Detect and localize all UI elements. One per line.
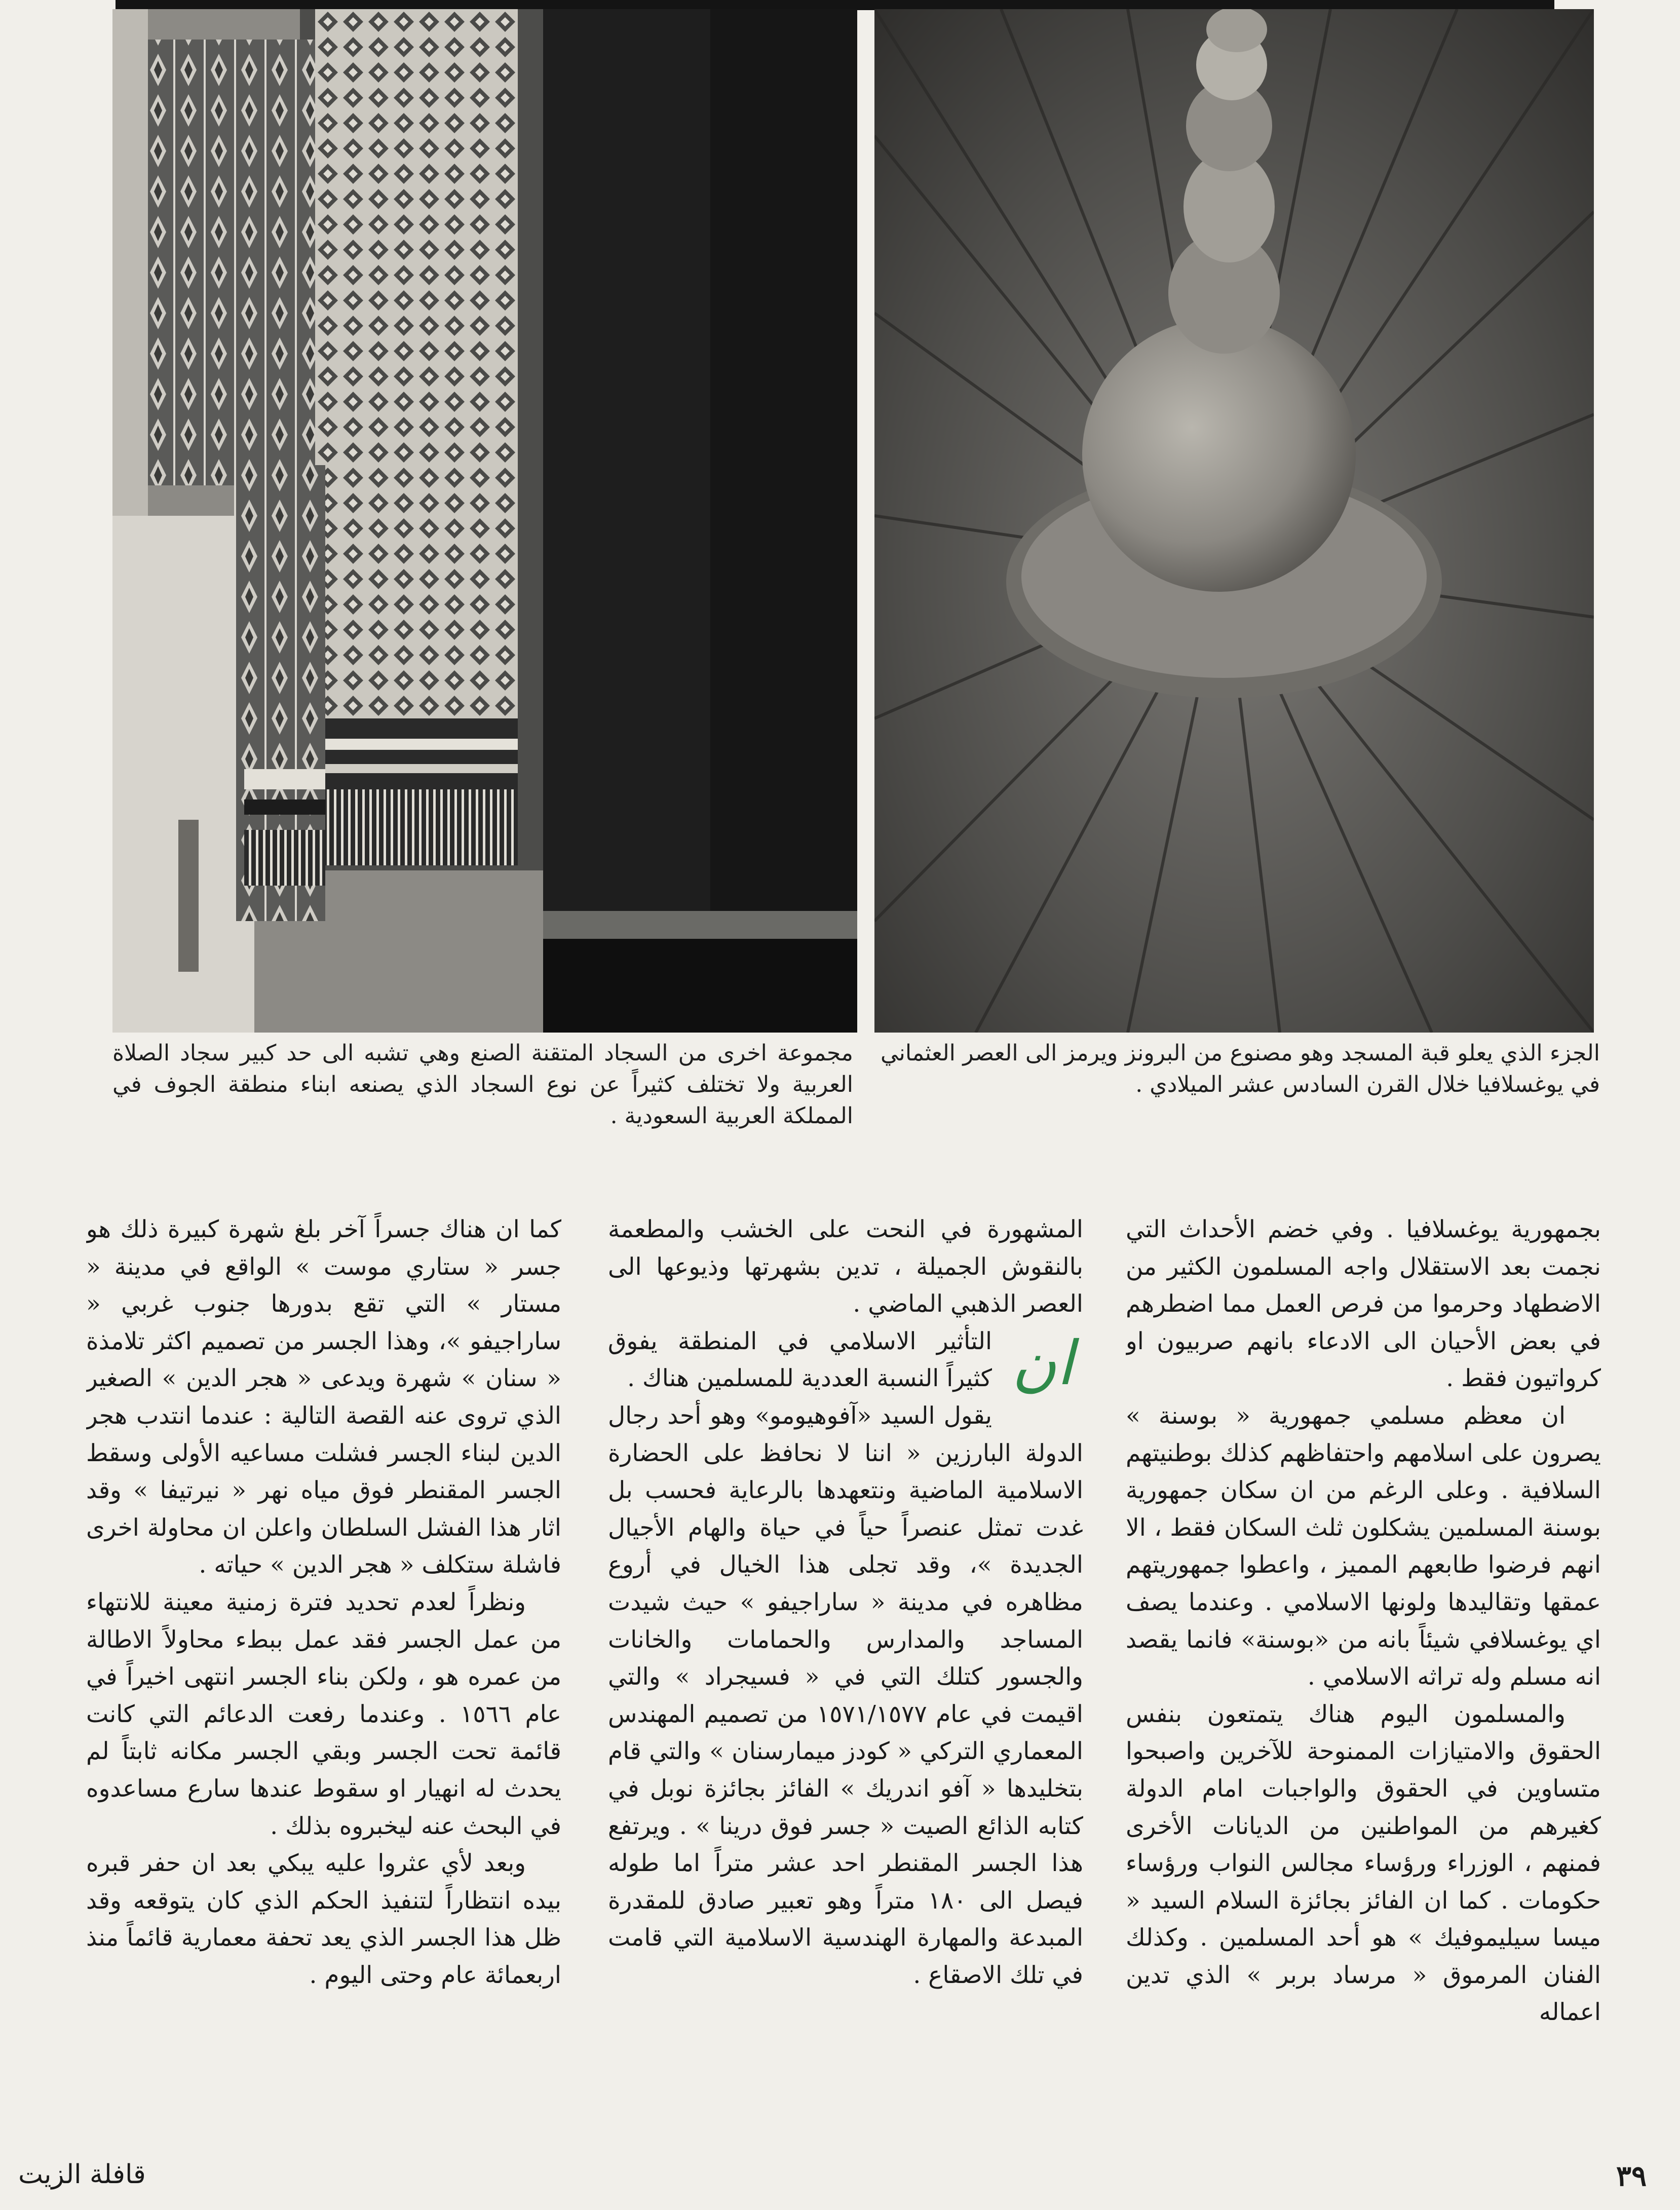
page-number: ٣٩	[1616, 2159, 1647, 2193]
paragraph: ونظراً لعدم تحديد فترة زمنية معينة للانتهاء من عمل الجسر فقد عمل ببطء محاولاً الاطالة من عمره هو ، ولكن بناء الجسر انتهى اخيراً في عام ١٥٦٦ . وعندما رفعت الدعائم التي كانت قائمة تحت الجسر وبقي الجسر مكانه ثابتاً لم يحدث له انهيار او سقوط عندها سارع مساعدوه في البحث عنه ليخبروه بذلك .	[86, 1588, 561, 1840]
paragraph: المشهورة في النحت على الخشب والمطعمة بالنقوش الجميلة ، تدين بشهرتها وذيوعها الى العصر الذهبي الماضي .	[608, 1215, 1083, 1318]
paragraph: بجمهورية يوغسلافيا . وفي خضم الأحداث التي نجمت بعد الاستقلال واجه المسلمون الكثير من الاضطهاد وحرموا من فرص العمل مما اضطرهم في بعض الأحيان الى الادعاء بانهم صربيون او كرواتيون فقط .	[1126, 1215, 1601, 1393]
decorative-initial-letter: ان	[1012, 1328, 1074, 1399]
paragraph-lead: التأثير الاسلامي في المنطقة يفوق كثيراً النسبة العددية للمسلمين هناك .	[608, 1327, 992, 1393]
photo-caption-carpets: مجموعة اخرى من السجاد المتقنة الصنع وهي تشبه الى حد كبير سجاد الصلاة العربية ولا تختلف كثيراً عن نوع السجاد الذي يصنعه ابناء منطقة الجوف في المملكة العربية السعودية .	[112, 1040, 853, 1129]
top-border-band	[116, 0, 1554, 10]
paragraph: كما ان هناك جسراً آخر بلغ شهرة كبيرة ذلك هو جسر « ستاري موست » الواقع في مدينة « مستار » التي تقع بدورها جنوب غربي « ساراجيفو »، وهذا الجسر من تصميم اكثر تلامذة « سنان » شهرة ويدعى « هجر الدين » الصغير الذي تروى عنه القصة التالية : عندما انتدب هجر الدين لبناء الجسر فشلت مساعيه الأولى وسقط الجسر المقنطر فوق مياه نهر « نيرتيفا » وقد اثار هذا الفشل السلطان واعلن ان محاولة اخرى فاشلة ستكلف « هجر الدين » حياته .	[86, 1215, 561, 1579]
text-column-right	[1126, 1211, 1601, 2032]
paragraph: يقول السيد «آفوهيومو» وهو أحد رجال الدولة البارزين « اننا لا نحافظ على الحضارة الاسلامية الماضية ونتعهدها بالرعاية فحسب بل غدت تمثل عنصراً حياً في حياة والهام الأجيال الجديدة »، وقد تجلى هذا الخيال في أروع مظاهره في مدينة « ساراجيفو » حيث شيدت المساجد والمدارس والحمامات والخانات والجسور كتلك التي في « فسيجراد » والتي اقيمت في عام ١٥٧١/١٥٧٧ من تصميم المهندس المعماري التركي « كودز ميمارسنان » والتي قام بتخليدها « آفو اندريك » الفائز بجائزة نوبل في كتابه الذائع الصيت « جسر فوق درينا » . ويرتفع هذا الجسر المقنطر احد عشر متراً اما طوله فيصل الى ١٨٠ متراً وهو تعبير صادق للمقدرة المبدعة والمهارة الهندسية الاسلامية التي قامت في تلك الاصقاع .	[608, 1401, 1083, 1989]
photo-carpets	[112, 9, 857, 1033]
paragraph: ان معظم مسلمي جمهورية « بوسنة » يصرون على اسلامهم واحتفاظهم كذلك بوطنيتهم السلافية . وعلى الرغم من ان سكان جمهورية بوسنة المسلمين يشكلون ثلث السكان فقط ، الا انهم فرضوا طابعهم المميز ، واعطوا جمهوريتهم عمقها وتقاليدها ولونها الاسلامي . وعندما يصف اي يوغسلافي شيئاً بانه من «بوسنة» فانما يقصد انه مسلم وله تراثه الاسلامي .	[1126, 1401, 1601, 1691]
photo-dome-finial	[874, 9, 1594, 1033]
text-column-middle	[608, 1211, 1083, 2032]
paragraph: وبعد لأي عثروا عليه يبكي بعد ان حفر قبره بيده انتظاراً لتنفيذ الحكم الذي كان يتوقعه وقد ظل هذا الجسر الذي يعد تحفة معمارية قائماً منذ اربعمائة عام وحتى اليوم .	[86, 1849, 561, 1989]
text-column-left	[86, 1211, 561, 2032]
photo-caption-dome: الجزء الذي يعلو قبة المسجد وهو مصنوع من البرونز ويرمز الى العصر العثماني في يوغسلافيا خلال القرن السادس عشر الميلادي .	[881, 1040, 1600, 1097]
magazine-name: قافلة الزيت	[18, 2159, 146, 2190]
paragraph: والمسلمون اليوم هناك يتمتعون بنفس الحقوق والامتيازات الممنوحة للآخرين واصبحوا متساوين في الحقوق والواجبات امام الدولة كغيرهم من المواطنين من الديانات الأخرى فمنهم ، الوزراء ورؤساء مجالس النواب ورؤساء حكومات . كما ان الفائز بجائزة السلام السيد « ميسا سيليموفيك » هو أحد المسلمين . وكذلك الفنان المرموق « مرساد بربر » الذي تدين اعماله	[1126, 1700, 1601, 2027]
